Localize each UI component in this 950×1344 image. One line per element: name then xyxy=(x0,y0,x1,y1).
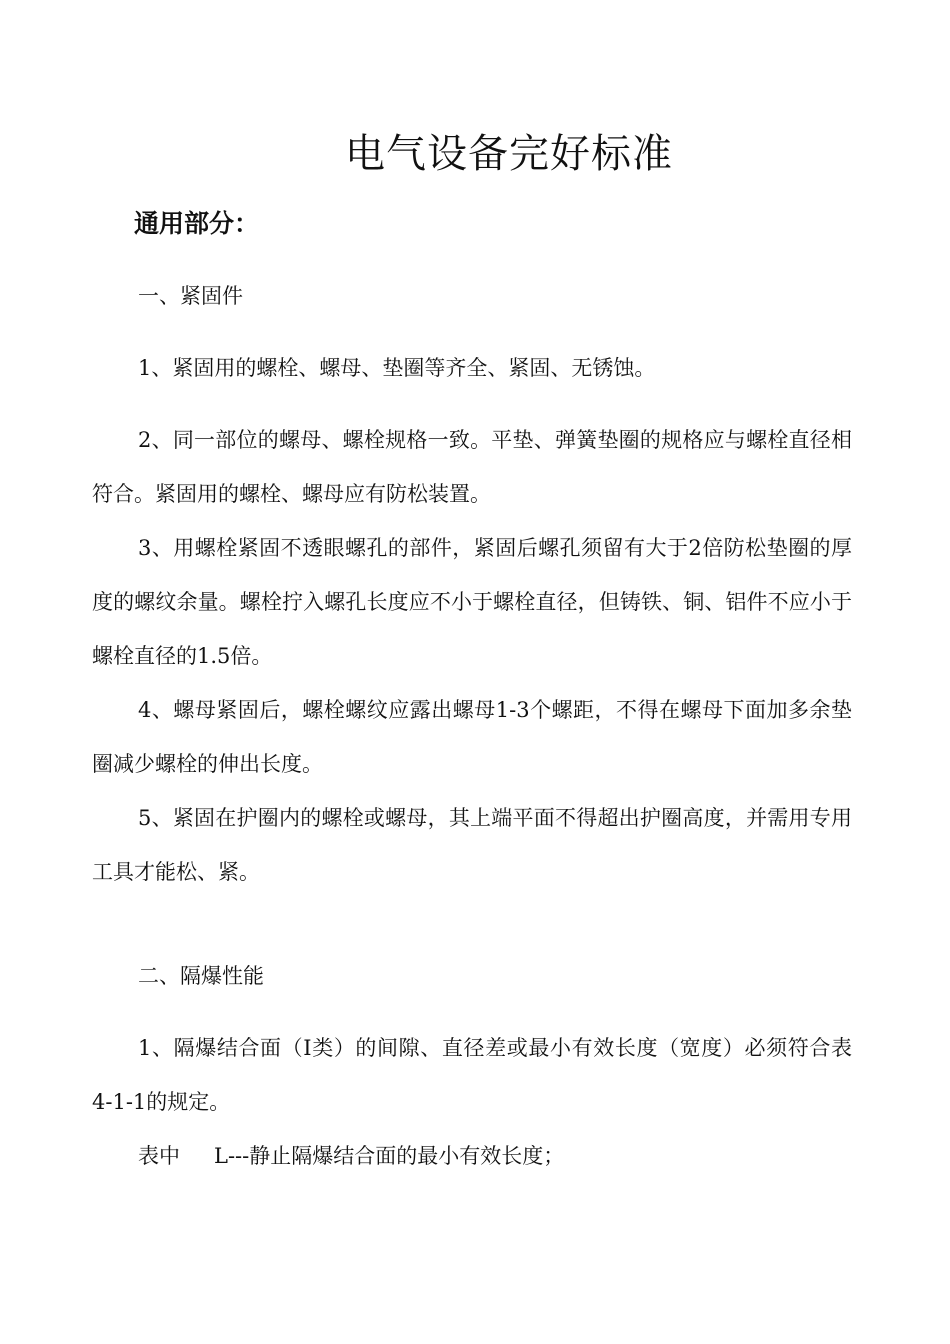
paragraph-fasteners-1: 1、紧固用的螺栓、螺母、垫圈等齐全、紧固、无锈蚀。 xyxy=(138,356,656,380)
paragraph-fasteners-5: 5、紧固在护圈内的螺栓或螺母，其上端平面不得超出护圈高度，并需用专用工具才能松、紧。 xyxy=(92,806,852,884)
paragraph-fasteners-3: 3、用螺栓紧固不透眼螺孔的部件，紧固后螺孔须留有大于2倍防松垫圈的厚度的螺纹余量。螺栓拧入螺孔长度应不小于螺栓直径，但铸铁、铜、铝件不应小于螺栓直径的1.5倍。 xyxy=(92,536,852,668)
paragraph-fasteners-2: 2、同一部位的螺母、螺栓规格一致。平垫、弹簧垫圈的规格应与螺栓直径相符合。紧固用的螺栓、螺母应有防松装置。 xyxy=(92,428,852,506)
paragraph-fasteners-4: 4、螺母紧固后，螺栓螺纹应露出螺母1-3个螺距，不得在螺母下面加多余垫圈减少螺栓的伸出长度。 xyxy=(92,698,852,776)
paragraph-explosion-proof-1: 1、隔爆结合面（Ⅰ类）的间隙、直径差或最小有效长度（宽度）必须符合表4-1-1的规定。 xyxy=(92,1036,852,1114)
paragraph-explosion-proof-heading: 二、隔爆性能 xyxy=(138,964,264,988)
table-note xyxy=(92,1129,852,1183)
paragraph-fasteners-heading: 一、紧固件 xyxy=(138,284,243,308)
table-note-label: 表中 xyxy=(138,1144,180,1168)
section-heading: 通用部分： xyxy=(134,209,260,238)
document-title: 电气设备完好标准 xyxy=(345,131,673,177)
table-note-text: L---静止隔爆结合面的最小有效长度； xyxy=(214,1144,565,1168)
